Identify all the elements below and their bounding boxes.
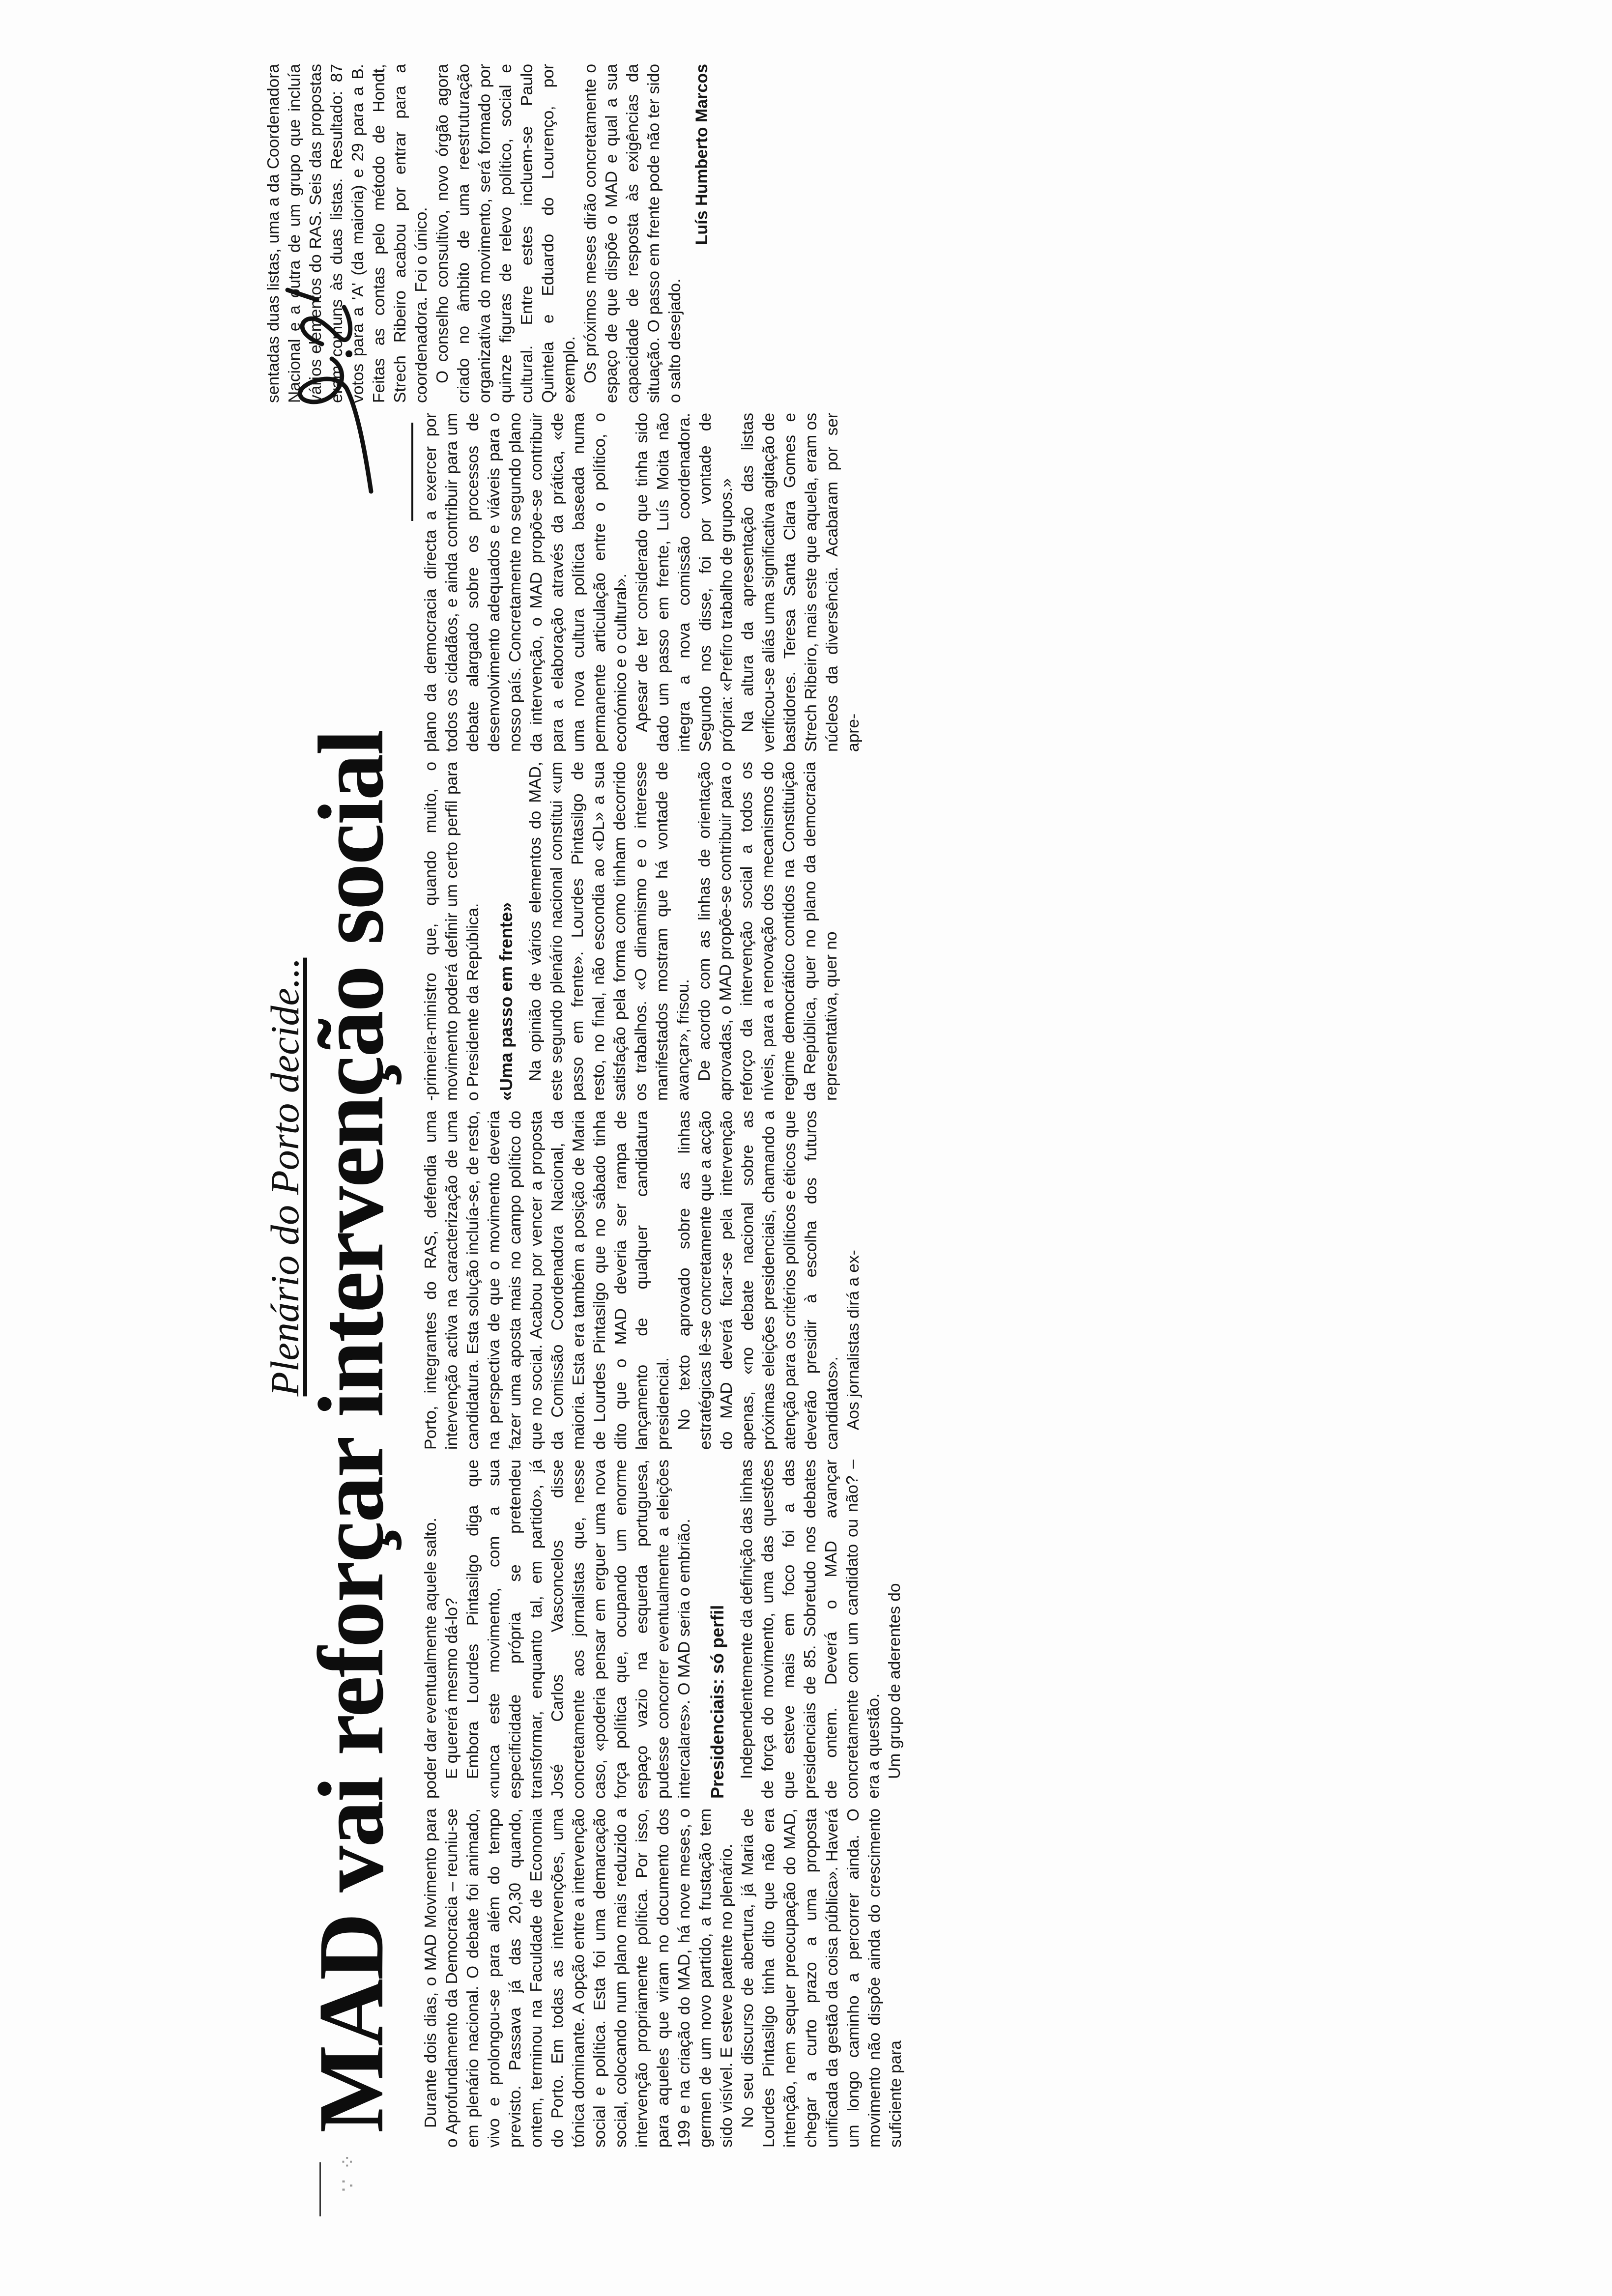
article-column-6 (263, 64, 713, 403)
article-column-2 (420, 1460, 905, 1799)
article-column-4 (420, 762, 842, 1101)
paragraph: sentadas duas listas, uma a da Coordenadora Nacional e a outra de um grupo que incluía vários elementos do RAS. Seis das propostas eram comuns às duas listas. Resultado: 87 votos para a 'A' (da maioria) e 29 para a B. Feitas as contas pelo método de Hondt, Strech Ribeiro acabou por entrar para a coordenadora. Foi o único. (264, 64, 431, 403)
article-column-5 (420, 413, 864, 752)
scan-speckle: ∵ ⁘ (337, 2151, 359, 2192)
section-heading: «Uma passo em frente» (496, 902, 516, 1101)
paragraph: Independentemente da definição das linhas de força do movimento, uma das questões que esteve mais em foco foi a das presidenciais de 85. Sobretudo nos debates de ontem. Deverá o MAD avançar concretamente com um candidato ou não? – era a questão. (738, 1460, 883, 1799)
paragraph: E quererá mesmo dá-lo? (443, 1598, 461, 1779)
paragraph: Aos jornalistas dirá a ex- (844, 1250, 863, 1430)
paragraph: Porto, integrantes do RAS, defendia uma intervenção activa na caracterização de uma candidatura. Esta solução incluía-se, de resto, na perspectiva de que o movimento deveria fazer uma aposta mais no campo político do que no social. Acabou por vencer a proposta da Comissão Coordenadora Nacional, da maioria. Esta era também a posição de Maria de Lourdes Pintasilgo que no sábado tinha dito que o MAD deveria ser rampa de lançamento de qualquer candidatura presidencial. (422, 1111, 672, 1450)
paragraph: Apesar de ter considerado que tinha sido dado um passo em frente, Luís Moita não integra a nova comissão coordenadora. Segundo nos disse, foi por vontade de própria: «Prefiro trabalho de grupos.» (633, 413, 736, 752)
paragraph: Os próximos meses dirão concretamente o espaço de que dispõe o MAD e qual a sua capacidade de resposta às exigências da situação. O passo em frente pode não ter sido o salto desejado. (581, 64, 684, 403)
paragraph: Na altura da apresentação das listas verificou-se aliás uma significativa agitação de bastidores. Teresa Santa Clara Gomes e Strech Ribeiro, mais este que aquela, eram os núcleos da diversência. Acabaram por ser apre- (739, 413, 863, 752)
article-kicker: Plenário do Porto decide... (262, 957, 307, 1397)
paragraph: Durante dois dias, o MAD Movimento para o Aprofundamento da Democracia – reuniu-se em plenário nacional. O debate foi animado, vivo e prolongou-se para além do tempo previsto. Passava já das 20,30 quando, ontem, terminou na Faculdade de Economia do Porto. Em todas as intervenções, uma tónica dominante. A opção entre a intervenção social e política. Esta foi uma demarcação social, colocando num plano mais reduzido a intervenção propriamente política. Por isso, para aqueles que viram no documento dos 199 e na criação do MAD, há nove meses, o germen de um novo partido, a frustação tem sido visível. E esteve patente no plenário. (422, 1808, 736, 2148)
paragraph: No seu discurso de abertura, já Maria de Lourdes Pintasilgo tinha dito que não era intenção, nem sequer preocupação do MAD, chegar a curto prazo a uma proposta unificada da gestão da coisa pública». Haverá um longo caminho a percorrer ainda. O movimento não dispõe ainda do crescimento suficiente para (739, 1808, 905, 2148)
newspaper-clipping (258, 59, 1216, 2197)
paragraph: Embora Lourdes Pintasilgo diga que «nunca este movimento, com a sua especificidade própria se pretendeu transformar, enquanto tal, em partido», já José Carlos Vasconcelos disse concretamente aos jornalistas que, nesse caso, «poderia pensar em erguer uma nova força política que, ocupando um enorme espaço vazio na esquerda portuguesa, pudesse concorrer eventualmente a eleições intercalares». O MAD seria o embrião. (464, 1460, 693, 1799)
byline: Luís Humberto Marcos (692, 64, 711, 245)
section-heading: Presidenciais: só perfil (707, 1605, 727, 1799)
paragraph: Na opinião de vários elementos do MAD, este segundo plenário nacional constitui «um passo em frente». Lourdes Pintasilgo de resto, no final, não escondia ao «DL» a sua satisfação pela forma como tinham decorrido os trabalhos. «O dinamismo e o interesse manifestados mostram que há vontade de avançar», frisou. (526, 762, 692, 1101)
paragraph: De acordo com as linhas de orientação aprovadas, o MAD propõe-se contribuir para o reforço da intervenção social a todos os níveis, para a renovação dos mecanismos do regime democrático contidos na Constituição da República, quer no plano da democracia representativa, quer no (695, 762, 840, 1101)
paragraph: Um grupo de aderentes do (886, 1583, 904, 1779)
paragraph: O conselho consultivo, novo órgão agora criado no âmbito de uma reestruturação organizativa do movimento, será formado por quinze figuras de relevo político, social e cultural. Entre estes incluem-se Paulo Quintela e Eduardo do Lourenço, por exemplo. (433, 64, 578, 403)
article-column-3 (420, 1111, 864, 1450)
margin-rule (319, 2162, 321, 2216)
article-headline: MAD vai reforçar intervenção social (300, 730, 403, 2133)
paragraph: poder dar eventualmente aquele salto. (422, 1518, 440, 1799)
paragraph: plano da democracia directa a exercer por todos os cidadãos, e ainda contribuir para um debate alargado sobre os processos de desenvolvimento adequados e viáveis para o nosso país. Concretamente no segundo plano da intervenção, o MAD propõe-se contribuir para a elaboração através da prática, «de uma nova cultura política baseada numa permanente articulação entre o político, o económico e o cultural». (422, 413, 630, 752)
paragraph: No texto aprovado sobre as linhas estratégicas lê-se concretamente que a acção do MAD deverá ficar-se pela intervenção apenas, «no debate nacional sobre as próximas eleições presidenciais, chamando a atenção para os critérios políticos e éticos que deverão presidir à escolha dos futuros candidatos». (675, 1111, 841, 1450)
article-column-1 (420, 1808, 906, 2148)
byline-rule (411, 423, 413, 521)
paragraph: -primeira-ministro que, quando muito, o movimento poderá definir um certo perfil para o Presidente da República. (422, 762, 482, 1101)
